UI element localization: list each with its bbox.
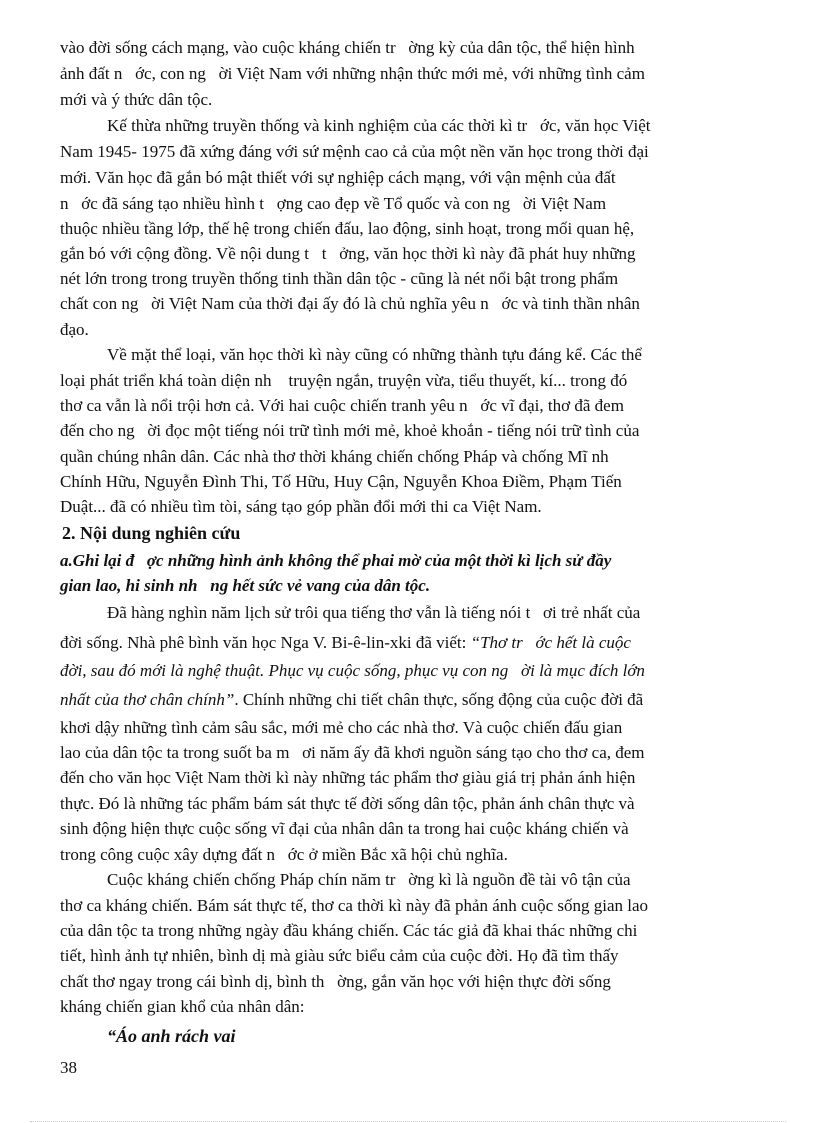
text-line: Nam 1945- 1975 đã xứng đáng với sứ mệnh cao cả của một nền văn học trong thời đại [60, 142, 649, 161]
text-line: chất con ng ời Việt Nam của thời đại ấy đó là chủ nghĩa yêu n ớc và tinh thần nhân [60, 294, 640, 313]
quote-line: đời, sau đó mới là nghệ thuật. Phục vụ cuộc sống, phục vụ con ng ời là mục đích lớn [60, 661, 645, 680]
text-line: Duật... đã có nhiều tìm tòi, sáng tạo góp phần đổi mới thi ca Việt Nam. [60, 497, 542, 516]
text-line: mới và ý thức dân tộc. [60, 90, 213, 109]
text-plain: . Chính những chi tiết chân thực, sống động của cuộc đời đã [234, 690, 644, 709]
poem-line: “Áo anh rách vai [107, 1026, 236, 1046]
text-line: khơi dậy những tình cảm sâu sắc, mới mẻ cho các nhà thơ. Và cuộc chiến đấu gian [60, 718, 623, 737]
text-line: tiết, hình ảnh tự nhiên, bình dị mà giàu sức biểu cảm của cuộc đời. Họ đã tìm thấy [60, 946, 619, 965]
text-line: thơ ca vẫn là nổi trội hơn cả. Với hai cuộc chiến tranh yêu n ớc vĩ đại, thơ đã đem [60, 396, 624, 415]
text-line: Về mặt thể loại, văn học thời kì này cũng có những thành tựu đáng kể. Các thể [107, 345, 642, 364]
text-line: n ớc đã sáng tạo nhiều hình t ợng cao đẹp về Tổ quốc và con ng ời Việt Nam [60, 194, 607, 213]
text-line: của dân tộc ta trong những ngày đầu kháng chiến. Các tác giả đã khai thác những chi [60, 921, 638, 940]
text-line: ảnh đất n ớc, con ng ời Việt Nam với những nhận thức mới mẻ, với những tình cảm [60, 64, 645, 83]
text-line: đến cho ng ời đọc một tiếng nói trữ tình mới mẻ, khoẻ khoắn - tiếng nói trữ tình của [60, 421, 640, 440]
subsection-title-line: gian lao, hi sinh nh ng hết sức vẻ vang của dân tộc. [60, 576, 431, 595]
text-line: đạo. [60, 320, 89, 339]
text-line: gắn bó với cộng đồng. Về nội dung t t ởng, văn học thời kì này đã phát huy những [60, 244, 636, 263]
page-number: 38 [60, 1058, 77, 1077]
text-line: chất thơ ngay trong cái bình dị, bình th ờng, gắn văn học với hiện thực đời sống [60, 972, 611, 991]
text-line: quần chúng nhân dân. Các nhà thơ thời kháng chiến chống Pháp và chống Mĩ nh [60, 447, 609, 466]
subsection-title-text: Ghi lại đ ợc những hình ảnh không thể phai mờ của một thời kì lịch sử đầy [72, 551, 612, 570]
text-line: vào đời sống cách mạng, vào cuộc kháng chiến tr ờng kỳ của dân tộc, thể hiện hình [60, 38, 635, 57]
text-line: mới. Văn học đã gắn bó mật thiết với sự nghiệp cách mạng, với vận mệnh của đất [60, 168, 616, 187]
quote-text: “Thơ tr ớc hết là cuộc [470, 633, 631, 652]
text-line: Cuộc kháng chiến chống Pháp chín năm tr ờng kì là nguồn đề tài vô tận của [107, 870, 631, 889]
subsection-marker: a. [60, 551, 73, 570]
text-line: đến cho văn học Việt Nam thời kì này những tác phẩm thơ giàu giá trị phản ánh hiện [60, 768, 636, 787]
subsection-title [60, 550, 611, 572]
text-line: thơ ca kháng chiến. Bám sát thực tế, thơ ca thời kì này đã phản ánh cuộc sống gian lao [60, 896, 649, 915]
section-heading: 2. Nội dung nghiên cứu [62, 523, 241, 543]
text-line: trong công cuộc xây dựng đất n ớc ở miền Bắc xã hội chủ nghĩa. [60, 845, 508, 864]
text-line: Chính Hữu, Nguyễn Đình Thi, Tố Hữu, Huy Cận, Nguyễn Khoa Điềm, Phạm Tiến [60, 472, 622, 491]
page-bottom-divider [30, 1121, 786, 1122]
text-line: Đã hàng nghìn năm lịch sử trôi qua tiếng thơ vẫn là tiếng nói t ơi trẻ nhất của [107, 603, 641, 622]
text-line: Kế thừa những truyền thống và kinh nghiệm của các thời kì tr ớc, văn học Việt [107, 116, 651, 135]
text-plain: đời sống. Nhà phê bình văn học Nga V. Bi-ê-lin-xki đã viết: [60, 633, 471, 652]
text-line [60, 632, 631, 654]
text-line: nét lớn trong trong truyền thống tinh thần dân tộc - cũng là nét nổi bật trong phẩm [60, 269, 619, 288]
text-line: kháng chiến gian khổ của nhân dân: [60, 997, 305, 1016]
quote-text: nhất của thơ chân chính” [60, 690, 235, 709]
text-line: loại phát triển khá toàn diện nh truyện ngắn, truyện vừa, tiểu thuyết, kí... trong đó [60, 371, 628, 390]
text-line [60, 689, 643, 711]
text-line: lao của dân tộc ta trong suốt ba m ơi năm ấy đã khơi nguồn sáng tạo cho thơ ca, đem [60, 743, 645, 762]
text-line: thuộc nhiều tầng lớp, thế hệ trong chiến đấu, lao động, sinh hoạt, trong mối quan hệ, [60, 219, 635, 238]
text-line: thực. Đó là những tác phẩm bám sát thực tế đời sống dân tộc, phản ánh chân thực và [60, 794, 635, 813]
text-line: sinh động hiện thực cuộc sống vĩ đại của nhân dân ta trong hai cuộc kháng chiến và [60, 819, 629, 838]
